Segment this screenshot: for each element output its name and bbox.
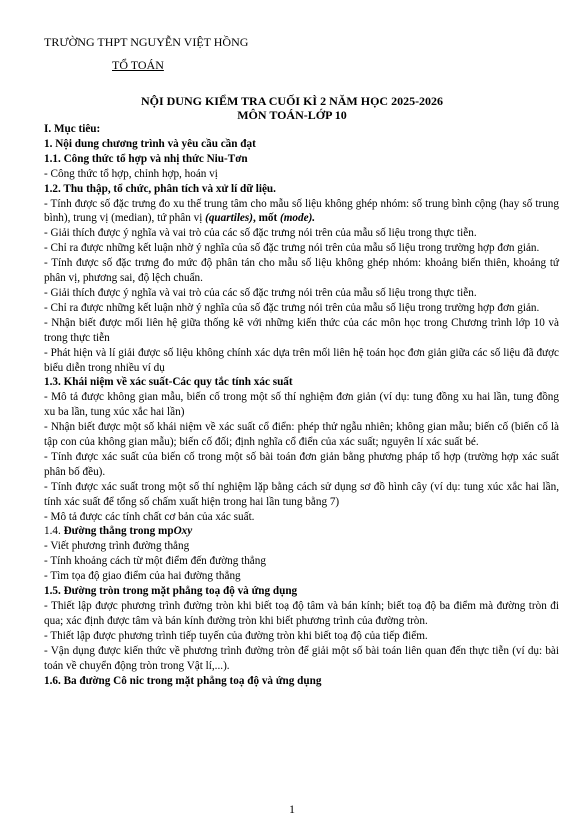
bullet-item: - Tính được xác suất trong một số thí nghiệm lặp bằng cách sử dụng sơ đồ hình cây (ví dụ: tung xúc xắc hai lần, tính xác suất để tổng số chấm xuất hiện trong hai lần tung bằng 7)	[44, 480, 559, 508]
bullet-text: - Tính được số đặc trưng đo xu thế trung tâm cho mẫu số liệu không ghép nhóm: số trung bình cộng (hay số trung bình), trung vị (median), tứ phân vị	[44, 197, 559, 225]
bullet-item: - Thiết lập được phương trình tiếp tuyến của đường tròn khi biết toạ độ của tiếp điểm.	[44, 629, 428, 642]
bullet-item	[44, 197, 559, 227]
bullet-item: - Nhận biết được mối liên hệ giữa thống kê với những kiến thức của các môn học trong Chương trình lớp 10 và trong thực tiễn	[44, 316, 559, 344]
department-name: TỔ TOÁN	[112, 58, 164, 72]
section-heading-statistics: 1.2. Thu thập, tổ chức, phân tích và xử lí dữ liệu.	[44, 182, 276, 195]
bullet-item: - Thiết lập được phương trình đường tròn khi biết toạ độ tâm và bán kính; biết toạ độ ba điểm mà đường tròn đi qua; xác định được tâm và bán kính đường tròn khi biết phương trình của đường tròn.	[44, 600, 559, 627]
bullet-item: - Mô tả được các tính chất cơ bản của xác suất.	[44, 510, 255, 523]
section-heading-probability: 1.3. Khái niệm về xác suất-Các quy tắc tính xác suất	[44, 376, 293, 389]
term-mode: (mode).	[280, 212, 316, 225]
bullet-item: - Viết phương trình đường thẳng	[44, 540, 190, 553]
bullet-item: - Tìm tọa độ giao điểm của hai đường thẳng	[44, 570, 241, 583]
page-number: 1	[289, 802, 295, 816]
bullet-item: - Giải thích được ý nghĩa và vai trò của các số đặc trưng nói trên của mẫu số liệu trong thực tiễn.	[44, 227, 477, 240]
bullet-item: - Phát hiện và lí giải được số liệu không chính xác dựa trên mối liên hệ toán học đơn giản giữa các số liệu đã được biểu diễn trong nhiều ví dụ	[44, 346, 559, 374]
bullet-item: - Công thức tổ hợp, chỉnh hợp, hoán vị	[44, 167, 218, 180]
section-heading-program: 1. Nội dung chương trình và yêu cầu cần đạt	[44, 137, 256, 150]
bullet-item: - Giải thích được ý nghĩa và vai trò của các số đặc trưng nói trên của mẫu số liệu trong thực tiễn.	[44, 286, 477, 299]
bullet-item: - Nhận biết được một số khái niệm về xác suất cổ điển: phép thử ngẫu nhiên; không gian mẫu; biến cố (biến cố là tập con của không gian mẫu); biến cố đối; định nghĩa cổ điển của xác suất; nguyên lí xác suất bé.	[44, 421, 559, 449]
term-quartiles: (quartiles)	[205, 212, 253, 225]
section-heading-circles: 1.5. Đường tròn trong mặt phẳng toạ độ và ứng dụng	[44, 585, 298, 598]
section-number: 1.4.	[44, 525, 64, 538]
section-heading-lines	[44, 524, 559, 539]
section-heading-objectives: I. Mục tiêu:	[44, 123, 101, 135]
school-name: TRƯỜNG THPT NGUYỄN VIỆT HỒNG	[44, 35, 249, 49]
bullet-item: - Chỉ ra được những kết luận nhờ ý nghĩa của số đặc trưng nói trên của mẫu số liệu trong trường hợp đơn giản.	[44, 301, 540, 314]
document-body	[44, 122, 559, 688]
section-heading-conics: 1.6. Ba đường Cô nic trong mặt phẳng toạ độ và ứng dụng	[44, 674, 322, 687]
bullet-item: - Chỉ ra được những kết luận nhờ ý nghĩa của số đặc trưng nói trên của mẫu số liệu trong trường hợp đơn giản.	[44, 242, 540, 255]
document-subtitle: MÔN TOÁN-LỚP 10	[237, 108, 347, 122]
bullet-item: - Mô tả được không gian mẫu, biến cố trong một số thí nghiệm đơn giản (ví dụ: tung đồng xu hai lần, tung đồng xu ba lần, tung xúc xắc hai lần)	[44, 391, 559, 419]
section-heading-combinatorics: 1.1. Công thức tổ hợp và nhị thức Niu-Tơn	[44, 152, 248, 165]
bullet-item: - Tính được xác suất của biến cố trong một số bài toán đơn giản bằng phương pháp tổ hợp (trường hợp xác suất phân bố đều).	[44, 450, 559, 478]
bullet-text: , mốt	[252, 212, 280, 225]
section-heading-text: Đường thẳng trong mp	[63, 525, 174, 538]
document-title: NỘI DUNG KIỂM TRA CUỐI KÌ 2 NĂM HỌC 2025-2026	[140, 94, 444, 108]
bullet-item: - Tính được số đặc trưng đo mức độ phân tán cho mẫu số liệu không ghép nhóm: khoảng biến thiên, khoảng tứ phân vị, phương sai, độ lệch chuẩn.	[44, 257, 559, 285]
bullet-item: - Tính khoảng cách từ một điểm đến đường thẳng	[44, 555, 266, 568]
bullet-item: - Vận dụng được kiến thức về phương trình đường tròn để giải một số bài toán liên quan đến thực tiễn (ví dụ: bài toán về chuyển động tròn trong Vật lí,...).	[44, 644, 559, 672]
term-oxy: Oxy	[173, 525, 193, 538]
